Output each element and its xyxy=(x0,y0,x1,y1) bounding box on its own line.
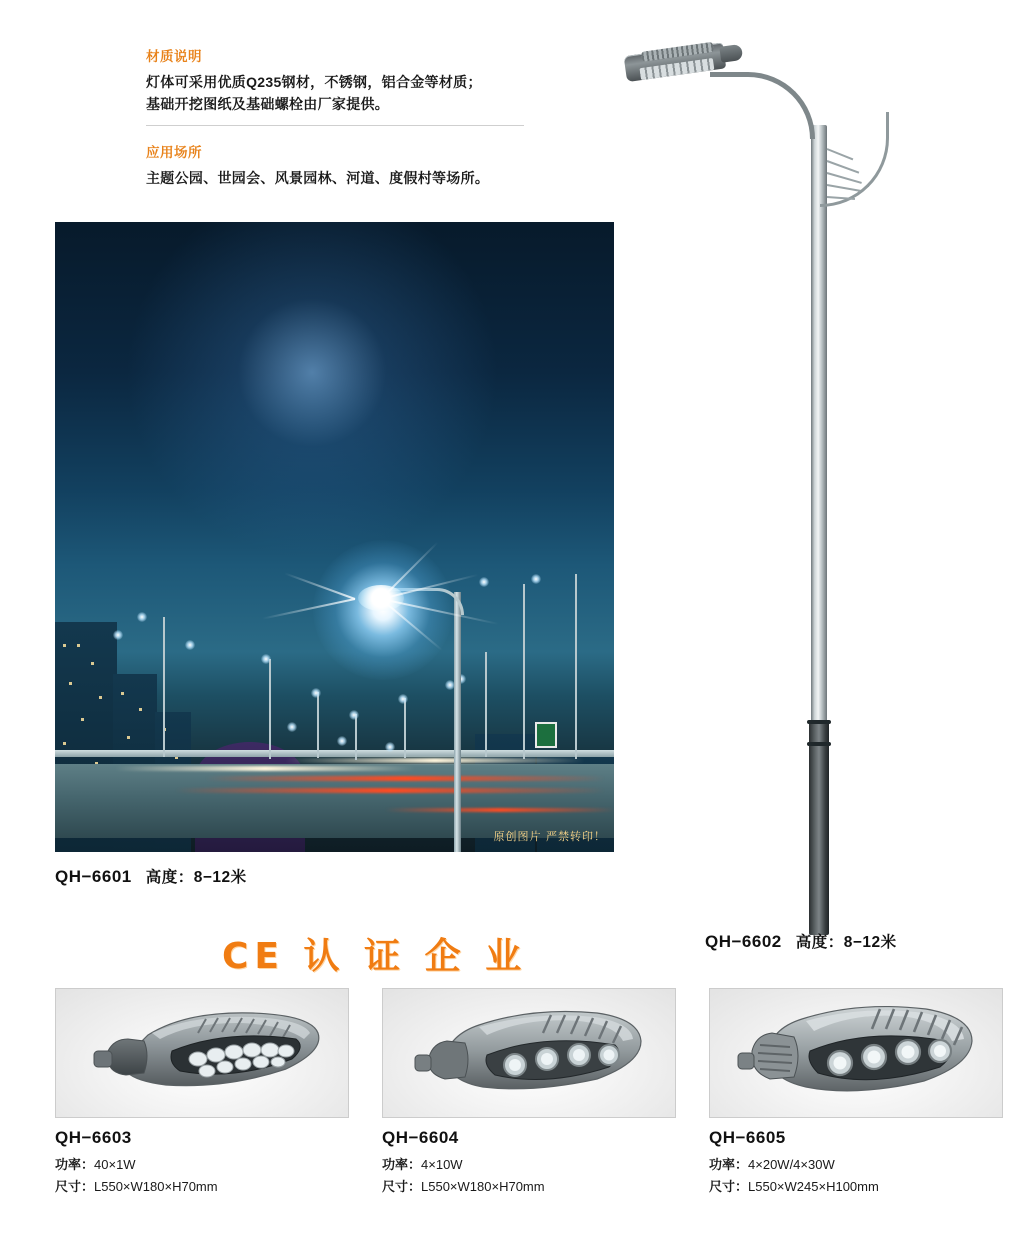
product-size-value-2: L550×W180×H70mm xyxy=(421,1179,545,1195)
product-size-label-3: 尺寸： xyxy=(709,1179,749,1195)
product-info-1 xyxy=(55,1128,355,1198)
caption-pole-height: 高度：8−12米 xyxy=(795,934,897,951)
background-light-11 xyxy=(185,640,195,650)
product-image-3 xyxy=(709,988,1003,1118)
main-night-photo xyxy=(55,222,614,852)
light-trail-white-1 xyxy=(115,766,415,771)
pole-brace xyxy=(820,112,889,207)
background-light-7 xyxy=(479,577,489,587)
material-heading: 材质说明 xyxy=(146,49,202,64)
product-size-label-2: 尺寸： xyxy=(382,1179,422,1195)
product-power-value-2: 4×10W xyxy=(421,1157,463,1172)
product-power-3 xyxy=(709,1154,1009,1176)
material-spec-block xyxy=(146,45,546,135)
product-power-label-2: 功率： xyxy=(382,1157,422,1172)
pole-base-section xyxy=(809,720,829,935)
foreground-pole xyxy=(454,592,461,852)
light-trail-red-3 xyxy=(385,808,614,812)
background-streetlamp-1 xyxy=(163,617,165,757)
background-streetlamp-4 xyxy=(355,714,357,760)
product-size-label-1: 尺寸： xyxy=(55,1179,95,1195)
product-power-2 xyxy=(382,1154,682,1176)
product-power-label-3: 功率： xyxy=(709,1157,749,1172)
product-power-1 xyxy=(55,1154,355,1176)
application-heading: 应用场所 xyxy=(146,145,202,160)
streetlight-icon-6605 xyxy=(710,989,1002,1117)
application-text: 主题公园、世园会、风景园林、河道、度假村等场所。 xyxy=(146,170,490,186)
background-light-2 xyxy=(261,654,271,664)
road-sign-icon xyxy=(535,722,557,748)
caption-main-height: 高度：8−12米 xyxy=(145,869,247,886)
product-power-label-1: 功率： xyxy=(55,1157,95,1172)
background-light-14 xyxy=(385,742,395,752)
caption-pole xyxy=(705,930,897,952)
product-power-value-1: 40×1W xyxy=(94,1157,136,1172)
product-size-2 xyxy=(382,1176,682,1198)
caption-pole-model: QH−6602 xyxy=(705,932,782,951)
pole-ring-1 xyxy=(807,720,831,724)
pole-illustration xyxy=(615,20,915,925)
background-streetlamp-6 xyxy=(485,652,487,757)
spec-divider xyxy=(146,125,524,126)
background-streetlamp-3 xyxy=(317,692,319,758)
background-streetlamp-7 xyxy=(523,584,525,759)
light-trail-white-2 xyxy=(285,758,585,763)
product-size-value-3: L550×W245×H100mm xyxy=(748,1179,879,1195)
background-light-5 xyxy=(398,694,408,704)
streetlight-icon-6604 xyxy=(383,989,675,1117)
pole-ring-2 xyxy=(807,742,831,746)
product-size-1 xyxy=(55,1176,355,1198)
material-text-line-1: 灯体可采用优质Q235钢材，不锈钢，铝合金等材质； xyxy=(146,74,482,90)
light-trail-red-1 xyxy=(205,776,605,781)
product-image-2 xyxy=(382,988,676,1118)
application-spec-block xyxy=(146,141,546,190)
product-model-3: QH−6605 xyxy=(709,1128,786,1147)
background-light-8 xyxy=(531,574,541,584)
product-image-1 xyxy=(55,988,349,1118)
background-light-3 xyxy=(311,688,321,698)
background-light-13 xyxy=(337,736,347,746)
material-text-line-2: 基础开挖图纸及基础螺栓由厂家提供。 xyxy=(146,95,390,112)
background-light-4 xyxy=(349,710,359,720)
photo-watermark: 原创图片 严禁转印！ xyxy=(493,830,606,843)
ce-certification-banner: CE 认 证 企 业 xyxy=(222,936,528,977)
bridge-rail xyxy=(55,750,614,757)
product-model-2: QH−6604 xyxy=(382,1128,459,1147)
pole-arm xyxy=(710,72,815,139)
caption-main-model: QH−6601 xyxy=(55,867,132,886)
lamp-head-tail xyxy=(719,44,743,63)
caption-main xyxy=(55,865,247,887)
background-streetlamp-2 xyxy=(269,659,271,759)
streetlight-icon-6603 xyxy=(56,989,348,1117)
background-streetlamp-5 xyxy=(404,698,406,758)
background-light-1 xyxy=(137,612,147,622)
background-streetlamp-8 xyxy=(575,574,577,759)
product-size-3 xyxy=(709,1176,1009,1198)
product-info-3 xyxy=(709,1128,1009,1198)
product-model-1: QH−6603 xyxy=(55,1128,132,1147)
background-light-12 xyxy=(113,630,123,640)
light-trail-red-2 xyxy=(175,788,605,793)
background-light-10 xyxy=(287,722,297,732)
product-size-value-1: L550×W180×H70mm xyxy=(94,1179,218,1195)
product-power-value-3: 4×20W/4×30W xyxy=(748,1157,835,1172)
product-info-2 xyxy=(382,1128,682,1198)
